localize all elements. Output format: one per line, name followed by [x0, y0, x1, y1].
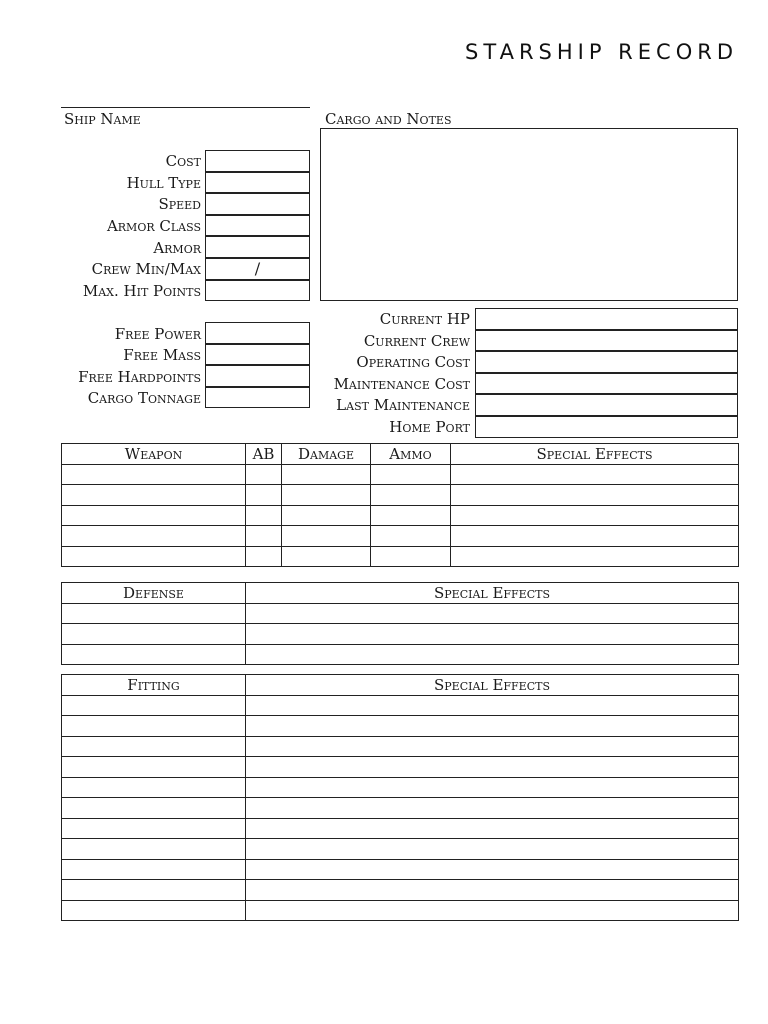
- table-cell[interactable]: [246, 777, 739, 798]
- table-row: [62, 818, 739, 839]
- table-cell[interactable]: [451, 464, 739, 485]
- stat-field-hull-type[interactable]: [205, 172, 310, 194]
- stat-field-max-hit-points[interactable]: [205, 280, 310, 302]
- table-row: [62, 716, 739, 737]
- stat-label-free-power: Free Power: [114, 325, 201, 343]
- table-cell[interactable]: [282, 464, 371, 485]
- table-cell[interactable]: [62, 485, 246, 506]
- table-cell[interactable]: [246, 485, 282, 506]
- stat-label-armor-class: Armor Class: [106, 217, 201, 235]
- table-cell[interactable]: [246, 859, 739, 880]
- table-row: [62, 880, 739, 901]
- table-cell[interactable]: [246, 900, 739, 921]
- stat-label-hull-type: Hull Type: [126, 174, 201, 192]
- table-cell[interactable]: [62, 695, 246, 716]
- table-cell[interactable]: [282, 546, 371, 567]
- cargo-notes-label: Cargo and Notes: [325, 110, 452, 128]
- table-cell[interactable]: [62, 798, 246, 819]
- stat-field-free-mass[interactable]: [205, 344, 310, 366]
- weapons-header-ab: AB: [246, 444, 282, 465]
- fitting-header-row: [62, 675, 739, 696]
- ship-name-line[interactable]: [61, 107, 310, 108]
- table-cell[interactable]: [62, 716, 246, 737]
- weapons-header-special-effects: Special Effects: [451, 444, 739, 465]
- stat-field-crew-min-max[interactable]: /: [205, 258, 310, 280]
- stat-label-free-mass: Free Mass: [123, 346, 201, 364]
- table-cell[interactable]: [62, 526, 246, 547]
- table-row: [62, 859, 739, 880]
- table-cell[interactable]: [62, 839, 246, 860]
- stat-label-operating-cost: Operating Cost: [356, 353, 470, 371]
- stat-field-last-maintenance[interactable]: [475, 394, 738, 416]
- table-cell[interactable]: [371, 464, 451, 485]
- ship-name-label: Ship Name: [64, 110, 141, 128]
- stat-field-current-hp[interactable]: [475, 308, 738, 330]
- table-cell[interactable]: [451, 526, 739, 547]
- defense-header-special-effects: Special Effects: [246, 583, 739, 604]
- table-cell[interactable]: [62, 777, 246, 798]
- table-cell[interactable]: [451, 505, 739, 526]
- table-cell[interactable]: [282, 485, 371, 506]
- weapons-table: [61, 443, 739, 567]
- stat-field-home-port[interactable]: [475, 416, 738, 438]
- table-row: [62, 839, 739, 860]
- table-cell[interactable]: [371, 485, 451, 506]
- table-cell[interactable]: [282, 505, 371, 526]
- stat-label-current-crew: Current Crew: [363, 332, 470, 350]
- table-row: [62, 546, 739, 567]
- stat-label-maintenance-cost: Maintenance Cost: [333, 375, 470, 393]
- page-title: STARSHIP RECORD: [465, 40, 738, 64]
- stat-label-cargo-tonnage: Cargo Tonnage: [87, 389, 201, 407]
- stat-field-maintenance-cost[interactable]: [475, 373, 738, 395]
- table-cell[interactable]: [62, 900, 246, 921]
- table-cell[interactable]: [282, 526, 371, 547]
- stat-label-cost: Cost: [165, 152, 201, 170]
- table-cell[interactable]: [246, 546, 282, 567]
- defense-header-defense: Defense: [62, 583, 246, 604]
- stat-label-free-hardpoints: Free Hardpoints: [78, 368, 201, 386]
- table-row: [62, 695, 739, 716]
- table-row: [62, 603, 739, 624]
- table-row: [62, 777, 739, 798]
- table-cell[interactable]: [62, 464, 246, 485]
- stat-field-speed[interactable]: [205, 193, 310, 215]
- table-cell[interactable]: [371, 546, 451, 567]
- table-cell[interactable]: [246, 526, 282, 547]
- fitting-header-special-effects: Special Effects: [246, 675, 739, 696]
- stat-label-speed: Speed: [158, 195, 201, 213]
- table-cell[interactable]: [62, 505, 246, 526]
- table-cell[interactable]: [246, 818, 739, 839]
- table-cell[interactable]: [371, 505, 451, 526]
- table-cell[interactable]: [451, 485, 739, 506]
- table-cell[interactable]: [62, 818, 246, 839]
- table-cell[interactable]: [62, 859, 246, 880]
- table-cell[interactable]: [62, 736, 246, 757]
- table-cell[interactable]: [371, 526, 451, 547]
- stat-field-cargo-tonnage[interactable]: [205, 387, 310, 409]
- table-cell[interactable]: [246, 644, 739, 665]
- table-cell[interactable]: [246, 624, 739, 645]
- table-row: [62, 624, 739, 645]
- table-row: [62, 900, 739, 921]
- stat-field-free-power[interactable]: [205, 322, 310, 344]
- cargo-notes-field[interactable]: [320, 128, 738, 301]
- table-cell[interactable]: [62, 624, 246, 645]
- defense-header-row: [62, 583, 739, 604]
- table-cell[interactable]: [246, 716, 739, 737]
- defense-table: [61, 582, 739, 665]
- fitting-header-fitting: Fitting: [62, 675, 246, 696]
- stat-label-crew-min-max: Crew Min/Max: [91, 260, 201, 278]
- table-cell[interactable]: [246, 505, 282, 526]
- table-cell[interactable]: [246, 464, 282, 485]
- table-cell[interactable]: [246, 603, 739, 624]
- weapons-header-damage: Damage: [282, 444, 371, 465]
- table-row: [62, 644, 739, 665]
- stat-label-max-hit-points: Max. Hit Points: [82, 282, 201, 300]
- table-cell[interactable]: [246, 839, 739, 860]
- stat-field-cost[interactable]: [205, 150, 310, 172]
- table-row: [62, 505, 739, 526]
- table-cell[interactable]: [246, 798, 739, 819]
- table-cell[interactable]: [246, 880, 739, 901]
- table-row: [62, 798, 739, 819]
- table-cell[interactable]: [62, 546, 246, 567]
- table-cell[interactable]: [246, 695, 739, 716]
- stat-field-armor-class[interactable]: [205, 215, 310, 237]
- table-row: [62, 526, 739, 547]
- stat-field-current-crew[interactable]: [475, 330, 738, 352]
- stat-label-current-hp: Current HP: [379, 310, 470, 328]
- stat-label-armor: Armor: [153, 239, 201, 257]
- table-cell[interactable]: [62, 880, 246, 901]
- table-row: [62, 464, 739, 485]
- stat-label-last-maintenance: Last Maintenance: [336, 396, 470, 414]
- stat-field-free-hardpoints[interactable]: [205, 365, 310, 387]
- table-cell[interactable]: [62, 644, 246, 665]
- stat-field-operating-cost[interactable]: [475, 351, 738, 373]
- weapons-header-ammo: Ammo: [371, 444, 451, 465]
- table-cell[interactable]: [451, 546, 739, 567]
- weapons-header-weapon: Weapon: [62, 444, 246, 465]
- fitting-table: [61, 674, 739, 921]
- table-cell[interactable]: [62, 757, 246, 778]
- table-row: [62, 757, 739, 778]
- stat-label-home-port: Home Port: [389, 418, 470, 436]
- table-cell[interactable]: [246, 736, 739, 757]
- table-row: [62, 485, 739, 506]
- table-cell[interactable]: [246, 757, 739, 778]
- weapons-header-row: [62, 444, 739, 465]
- table-cell[interactable]: [62, 603, 246, 624]
- table-row: [62, 736, 739, 757]
- stat-field-armor[interactable]: [205, 236, 310, 258]
